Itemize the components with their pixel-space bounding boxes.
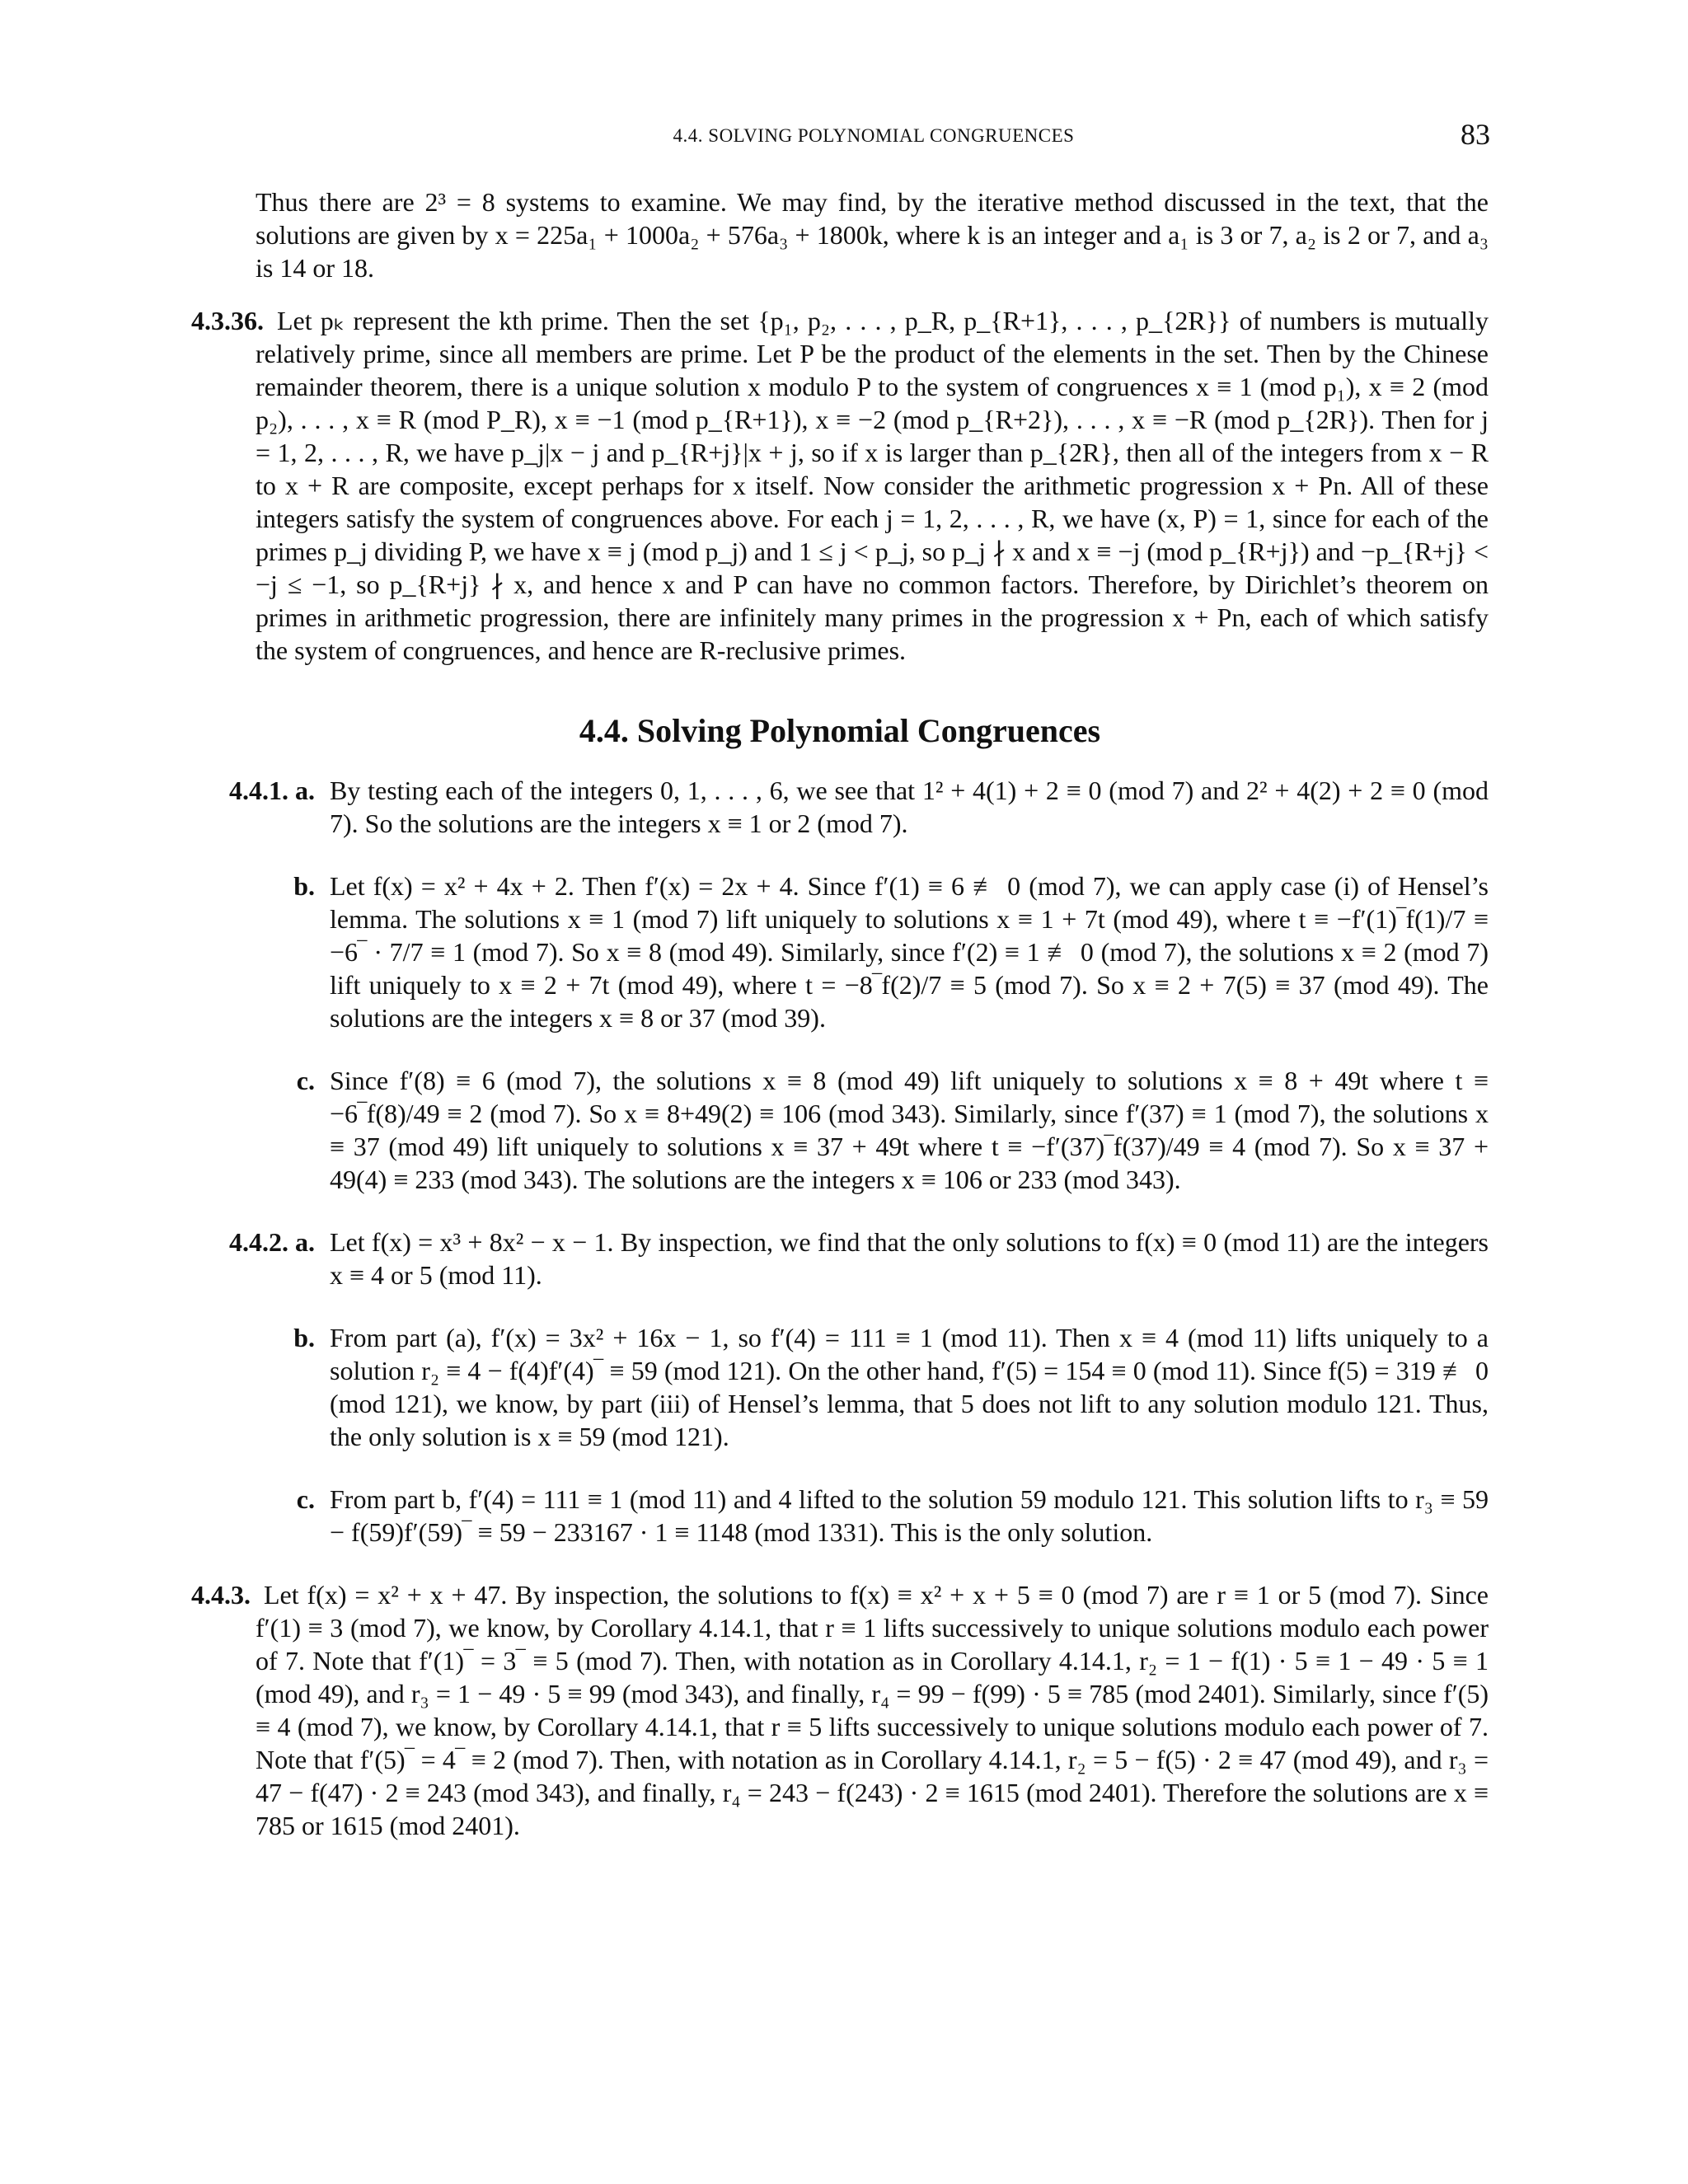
exercise-text: Since f′(8) ≡ 6 (mod 7), the solutions x ≡ 8 (mod 49) lift uniquely to solutions x ≡ 8 + 49t where t ≡ −6‾f(8)/49 ≡ 2 (mod 7). So x ≡ 8+49(2) ≡ 106 (mod 343). Similarly, since f′(37) ≡ 1 (mod 7), the solutions x ≡ 37 (mod 49) lift uniquely to solutions x ≡ 37 + 49t where t ≡ −f′(37)‾f(37)/49 ≡ 4 (mod 7). So x ≡ 37 + 49(4) ≡ 233 (mod 343). The solutions are the integers x ≡ 106 or 233 (mod 343). [330,1066,1489,1194]
exercise-label: 4.4.3. [191,1580,251,1610]
exercise-text: Let pₖ represent the kth prime. Then the set {p₁, p₂, . . . , p_R, p_{R+1}, . . . , p_{2R}} of numbers is mutually relatively prime, since all members are prime. Let P be the product of the elements in the set. Then by the Chinese remainder theorem, there is a unique solution x modulo P to the system of congruences x ≡ 1 (mod p₁), x ≡ 2 (mod p₂), . . . , x ≡ R (mod P_R), x ≡ −1 (mod p_{R+1}), x ≡ −2 (mod p_{R+2}), . . . , x ≡ −R (mod p_{2R}). Then for j = 1, 2, . . . , R, we have p_j|x − j and p_{R+j}|x + j, so if x is larger than p_{2R}, then all of the integers from x − R to x + R are composite, except perhaps for x itself. Now consider the arithmetic progression x + Pn. All of these integers satisfy the system of congruences above. For each j = 1, 2, . . . , R, we have (x, P) = 1, since for each of the primes p_j dividing P, we have x ≡ j (mod p_j) and 1 ≤ j < p_j, so p_j ∤ x and x ≡ −j (mod p_{R+j}) and −p_{R+j} < −j ≤ −1, so p_{R+j} ∤ x, and hence x and P can have no common factors. Therefore, by Dirichlet’s theorem on primes in arithmetic progression, there are infinitely many primes in the progression x + Pn, each of which satisfy the system of congruences, and hence are R-reclusive primes. [256,306,1489,665]
section-title: 4.4. Solving Polynomial Congruences [579,712,1101,749]
exercise-text: From part (a), f′(x) = 3x² + 16x − 1, so f′(4) = 111 ≡ 1 (mod 11). Then x ≡ 4 (mod 11) lifts uniquely to a solution r₂ ≡ 4 − f(4)f′(4)‾ ≡ 59 (mod 121). On the other hand, f′(5) = 154 ≡ 0 (mod 11). Since f(5) = 319 ≢ 0 (mod 121), we know, by part (iii) of Hensel’s lemma, that 5 does not lift to any solution modulo 121. Thus, the only solution is x ≡ 59 (mod 121). [330,1323,1489,1451]
exercise-4-4-1-b [191,869,1489,1034]
intro-paragraph: Thus there are 2³ = 8 systems to examine. We may find, by the iterative method discussed in the text, that the solutions are given by x = 225a₁ + 1000a₂ + 576a₃ + 1800k, where k is an integer and a₁ is 3 or 7, a₂ is 2 or 7, and a₃ is 14 or 18. [256,187,1489,283]
exercise-number: 4.4.1. [229,776,288,805]
page-number: 83 [1461,118,1490,151]
page-content [191,185,1489,1872]
exercise-label [191,1226,330,1291]
exercise-4-4-1-a [191,774,1489,840]
part-label: c. [296,1066,315,1095]
exercise-4-4-2-c [191,1483,1489,1549]
exercise-4-4-3 [191,1578,1489,1842]
exercise-text: Let f(x) = x² + 4x + 2. Then f′(x) = 2x + 4. Since f′(1) ≡ 6 ≢ 0 (mod 7), we can apply case (i) of Hensel’s lemma. The solutions x ≡ 1 (mod 7) lift uniquely to solutions x ≡ 1 + 7t (mod 49), where t ≡ −f′(1)‾f(1)/7 ≡ −6‾ · 7/7 ≡ 1 (mod 7). So x ≡ 8 (mod 49). Similarly, since f′(2) ≡ 1 ≢ 0 (mod 7), the solutions x ≡ 2 (mod 7) lift uniquely to x ≡ 2 + 7t (mod 49), where t = −8‾f(2)/7 ≡ 5 (mod 7). So x ≡ 2 + 7(5) ≡ 37 (mod 49). The solutions are the integers x ≡ 8 or 37 (mod 39). [330,871,1489,1033]
exercise-text: By testing each of the integers 0, 1, . . . , 6, we see that 1² + 4(1) + 2 ≡ 0 (mod 7) and 2² + 4(2) + 2 ≡ 0 (mod 7). So the solutions are the integers x ≡ 1 or 2 (mod 7). [330,776,1489,838]
exercise-label [191,774,330,840]
exercise-4-4-2-a [191,1226,1489,1291]
exercise-text: From part b, f′(4) = 111 ≡ 1 (mod 11) and 4 lifted to the solution 59 modulo 121. This solution lifts to r₃ ≡ 59 − f(59)f′(59)‾ ≡ 59 − 233167 · 1 ≡ 1148 (mod 1331). This is the only solution. [330,1484,1489,1547]
part-label: b. [293,871,315,901]
part-label: b. [293,1323,315,1352]
exercise-4-4-1-c [191,1064,1489,1196]
exercise-number: 4.4.2. [229,1227,288,1257]
part-label: a. [295,776,315,805]
exercise-4-4-2-b [191,1321,1489,1453]
exercise-4-3-36 [191,304,1489,667]
running-head: 4.4. SOLVING POLYNOMIAL CONGRUENCES [673,125,1075,146]
exercise-text: Let f(x) = x² + x + 47. By inspection, the solutions to f(x) ≡ x² + x + 5 ≡ 0 (mod 7) are r ≡ 1 or 5 (mod 7). Since f′(1) ≡ 3 (mod 7), we know, by Corollary 4.14.1, that r ≡ 1 lifts successively to unique solutions modulo each power of 7. Note that f′(1)‾ = 3‾ ≡ 5 (mod 7). Then, with notation as in Corollary 4.14.1, r₂ = 1 − f(1) · 5 ≡ 1 − 49 · 5 ≡ 1 (mod 49), and r₃ = 1 − 49 · 5 ≡ 99 (mod 343), and finally, r₄ = 99 − f(99) · 5 ≡ 785 (mod 2401). Similarly, since f′(5) ≡ 4 (mod 7), we know, by Corollary 4.14.1, that r ≡ 5 lifts successively to unique solutions modulo each power of 7. Note that f′(5)‾ = 4‾ ≡ 2 (mod 7). Then, with notation as in Corollary 4.14.1, r₂ = 5 − f(5) · 2 ≡ 47 (mod 49), and r₃ = 47 − f(47) · 2 ≡ 243 (mod 343), and finally, r₄ = 243 − f(243) · 2 ≡ 1615 (mod 2401). Therefore the solutions are x ≡ 785 or 1615 (mod 2401). [256,1580,1489,1840]
part-label: a. [295,1227,315,1257]
exercise-text: Let f(x) = x³ + 8x² − x − 1. By inspection, we find that the only solutions to f(x) ≡ 0 (mod 11) are the integers x ≡ 4 or 5 (mod 11). [330,1227,1489,1290]
part-label: c. [296,1484,315,1514]
exercise-label: 4.3.36. [191,306,264,335]
